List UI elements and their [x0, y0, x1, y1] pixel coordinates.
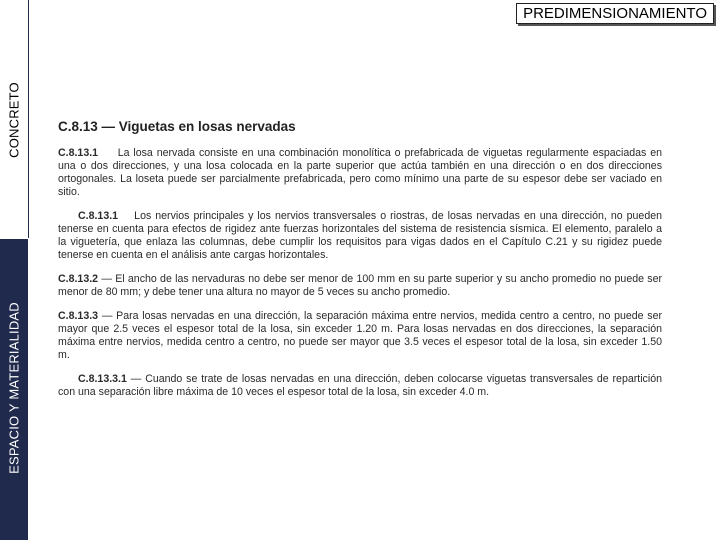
clause-text: — El ancho de las nervaduras no debe ser menor de 100 mm en su parte superior y su ancho promedio no puede ser menor de 80 mm; y debe tener una altura no mayor de 5 veces su ancho promedio. — [58, 273, 662, 298]
document-body — [58, 120, 662, 410]
paragraph-c-8-13-2 — [58, 273, 662, 299]
clause-text: Los nervios principales y los nervios transversales o riostras, de losas nervadas en una dirección, no pueden tenerse en cuenta para efectos de rigidez ante fuerzas horizontales del sistema de resistencia sísmica. El elemento, paralelo a la viguetería, que enlaza las columnas, debe cumplir los requisitos para vigas dados en el Capítulo C.21 y su rigidez puede tenerse en cuenta en el análisis ante cargas horizontales. — [58, 210, 663, 261]
paragraph-c-8-13-1-b — [58, 210, 662, 262]
sidebar-top-panel — [0, 0, 29, 238]
clause-number: C.8.13.3.1 — [78, 373, 127, 385]
page-title: PREDIMENSIONAMIENTO — [516, 3, 714, 24]
clause-number: C.8.13.3 — [58, 310, 99, 322]
clause-number: C.8.13.1 — [58, 147, 99, 159]
clause-number: C.8.13.1 — [78, 210, 119, 222]
sidebar-label-espacio-materialidad: ESPACIO Y MATERIALIDAD — [6, 302, 22, 474]
paragraph-c-8-13-1 — [58, 147, 662, 199]
section-heading: C.8.13 — Viguetas en losas nervadas — [58, 119, 296, 134]
clause-number: C.8.13.2 — [58, 273, 99, 285]
clause-text: — Para losas nervadas en una dirección, la separación máxima entre nervios, medida centro a centro, no puede ser mayor que 2.5 veces el espesor total de la losa, sin exceder 1.20 m. Para losas nervadas en dos direcciones, la separación máxima entre nervios, medida centro a centro, no puede ser mayor que 3.5 veces el espesor total de la losa, sin exceder 1.50 m. — [58, 310, 662, 361]
paragraph-c-8-13-3-1 — [58, 373, 662, 399]
clause-text: La losa nervada consiste en una combinación monolítica o prefabricada de viguetas regularmente espaciadas en una o dos direcciones, y una losa colocada en la parte superior que actúa también en una dirección o en dos direcciones ortogonales. La loseta puede ser parcialmente prefabricada, pero como mínimo una parte de su espesor debe ser vaciado en sitio. — [58, 147, 663, 198]
clause-text: — Cuando se trate de losas nervadas en una dirección, deben colocarse viguetas transversales de repartición con una separación libre máxima de 10 veces el espesor total de la losa, sin exceder 4.0 m. — [58, 373, 662, 398]
sidebar-label-concreto: CONCRETO — [6, 82, 22, 158]
sidebar-bottom-panel — [0, 239, 28, 540]
paragraph-c-8-13-3 — [58, 310, 662, 362]
